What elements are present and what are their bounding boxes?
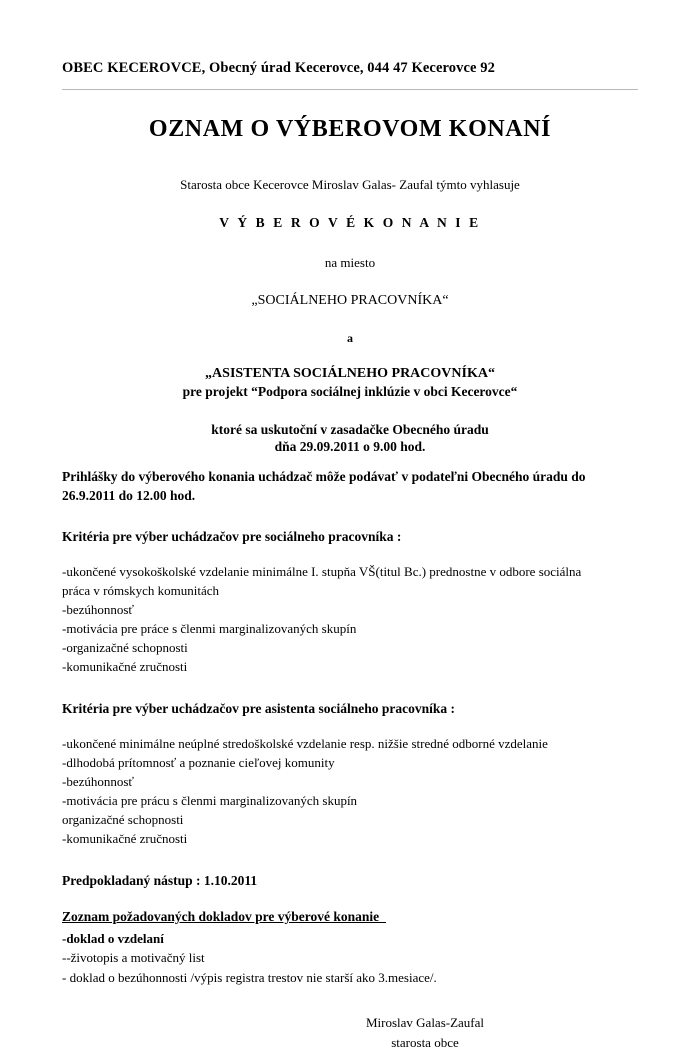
signature-role: starosta obce bbox=[391, 1034, 459, 1050]
event-datetime: dňa 29.09.2011 o 9.00 hod. bbox=[274, 439, 426, 454]
procedure-label: V Ý B E R O V É K O N A N I E bbox=[219, 215, 481, 230]
application-info-line-1: Prihlášky do výberového konania uchádzač môže podávať v podateľni Obecného úradu do bbox=[62, 469, 586, 484]
list-item: -ukončené vysokoškolské vzdelanie minimálne I. stupňa VŠ(titul Bc.) prednostne v odbore sociálna bbox=[62, 564, 582, 580]
role-primary: „SOCIÁLNEHO PRACOVNÍKA“ bbox=[251, 293, 449, 308]
list-item: -ukončené minimálne neúplné stredoškolské vzdelanie resp. nižšie stredné odborné vzdelanie bbox=[62, 736, 548, 752]
page-title: OZNAM O VÝBEROVOM KONANÍ bbox=[148, 116, 552, 142]
application-info bbox=[62, 467, 638, 505]
list-item: -doklad o vzdelaní bbox=[62, 930, 164, 946]
criteria-social-worker-list bbox=[62, 563, 638, 677]
intro-paragraph: Starosta obce Kecerovce Miroslav Galas- Zaufal týmto vyhlasuje bbox=[180, 177, 520, 192]
role-secondary: „ASISTENTA SOCIÁLNEHO PRACOVNÍKA“ bbox=[205, 366, 495, 381]
list-item: -komunikačné zručnosti bbox=[62, 830, 188, 846]
criteria-assistant-heading: Kritéria pre výber uchádzačov pre asistenta sociálneho pracovníka : bbox=[62, 701, 455, 717]
list-item: --životopis a motivačný list bbox=[62, 950, 205, 966]
required-documents-heading bbox=[62, 909, 638, 925]
header-divider bbox=[62, 89, 638, 90]
criteria-social-worker-heading: Kritéria pre výber uchádzačov pre sociálneho pracovníka : bbox=[62, 529, 402, 545]
conjunction: a bbox=[347, 331, 353, 345]
list-item: -motivácia pre prácu s členmi marginalizovaných skupín bbox=[62, 793, 358, 809]
application-info-line-2: 26.9.2011 do 12.00 hod. bbox=[62, 488, 196, 504]
criteria-assistant-list bbox=[62, 735, 638, 849]
organization-header: OBEC KECEROVCE, Obecný úrad Kecerovce, 044 47 Kecerovce 92 bbox=[62, 60, 495, 76]
list-item: -organizačné schopnosti bbox=[62, 640, 188, 656]
list-item: -bezúhonnosť bbox=[62, 774, 134, 790]
list-item: organizačné schopnosti bbox=[62, 812, 184, 827]
list-item: -komunikačné zručnosti bbox=[62, 659, 188, 675]
signature-name: Miroslav Galas-Zaufal bbox=[365, 1015, 485, 1031]
expected-start-date: Predpokladaný nástup : 1.10.2011 bbox=[62, 872, 258, 888]
event-place: ktoré sa uskutoční v zasadačke Obecného úradu bbox=[211, 422, 489, 437]
list-item: -bezúhonnosť bbox=[62, 602, 134, 618]
required-documents-list bbox=[62, 929, 638, 988]
project-name: pre projekt “Podpora sociálnej inklúzie v obci Kecerovce“ bbox=[182, 384, 518, 399]
list-item: práca v rómskych komunitách bbox=[62, 583, 220, 599]
list-item: -motivácia pre práce s členmi marginalizovaných skupín bbox=[62, 621, 357, 637]
position-intro: na miesto bbox=[324, 255, 376, 270]
list-item: -dlhodobá prítomnosť a poznanie cieľovej komunity bbox=[62, 755, 335, 771]
list-item: - doklad o bezúhonnosti /výpis registra trestov nie starší ako 3.mesiace/. bbox=[62, 969, 437, 985]
required-documents-heading-text: Zoznam požadovaných dokladov pre výberové konanie_ bbox=[62, 908, 386, 924]
signature-block bbox=[62, 1013, 638, 1052]
